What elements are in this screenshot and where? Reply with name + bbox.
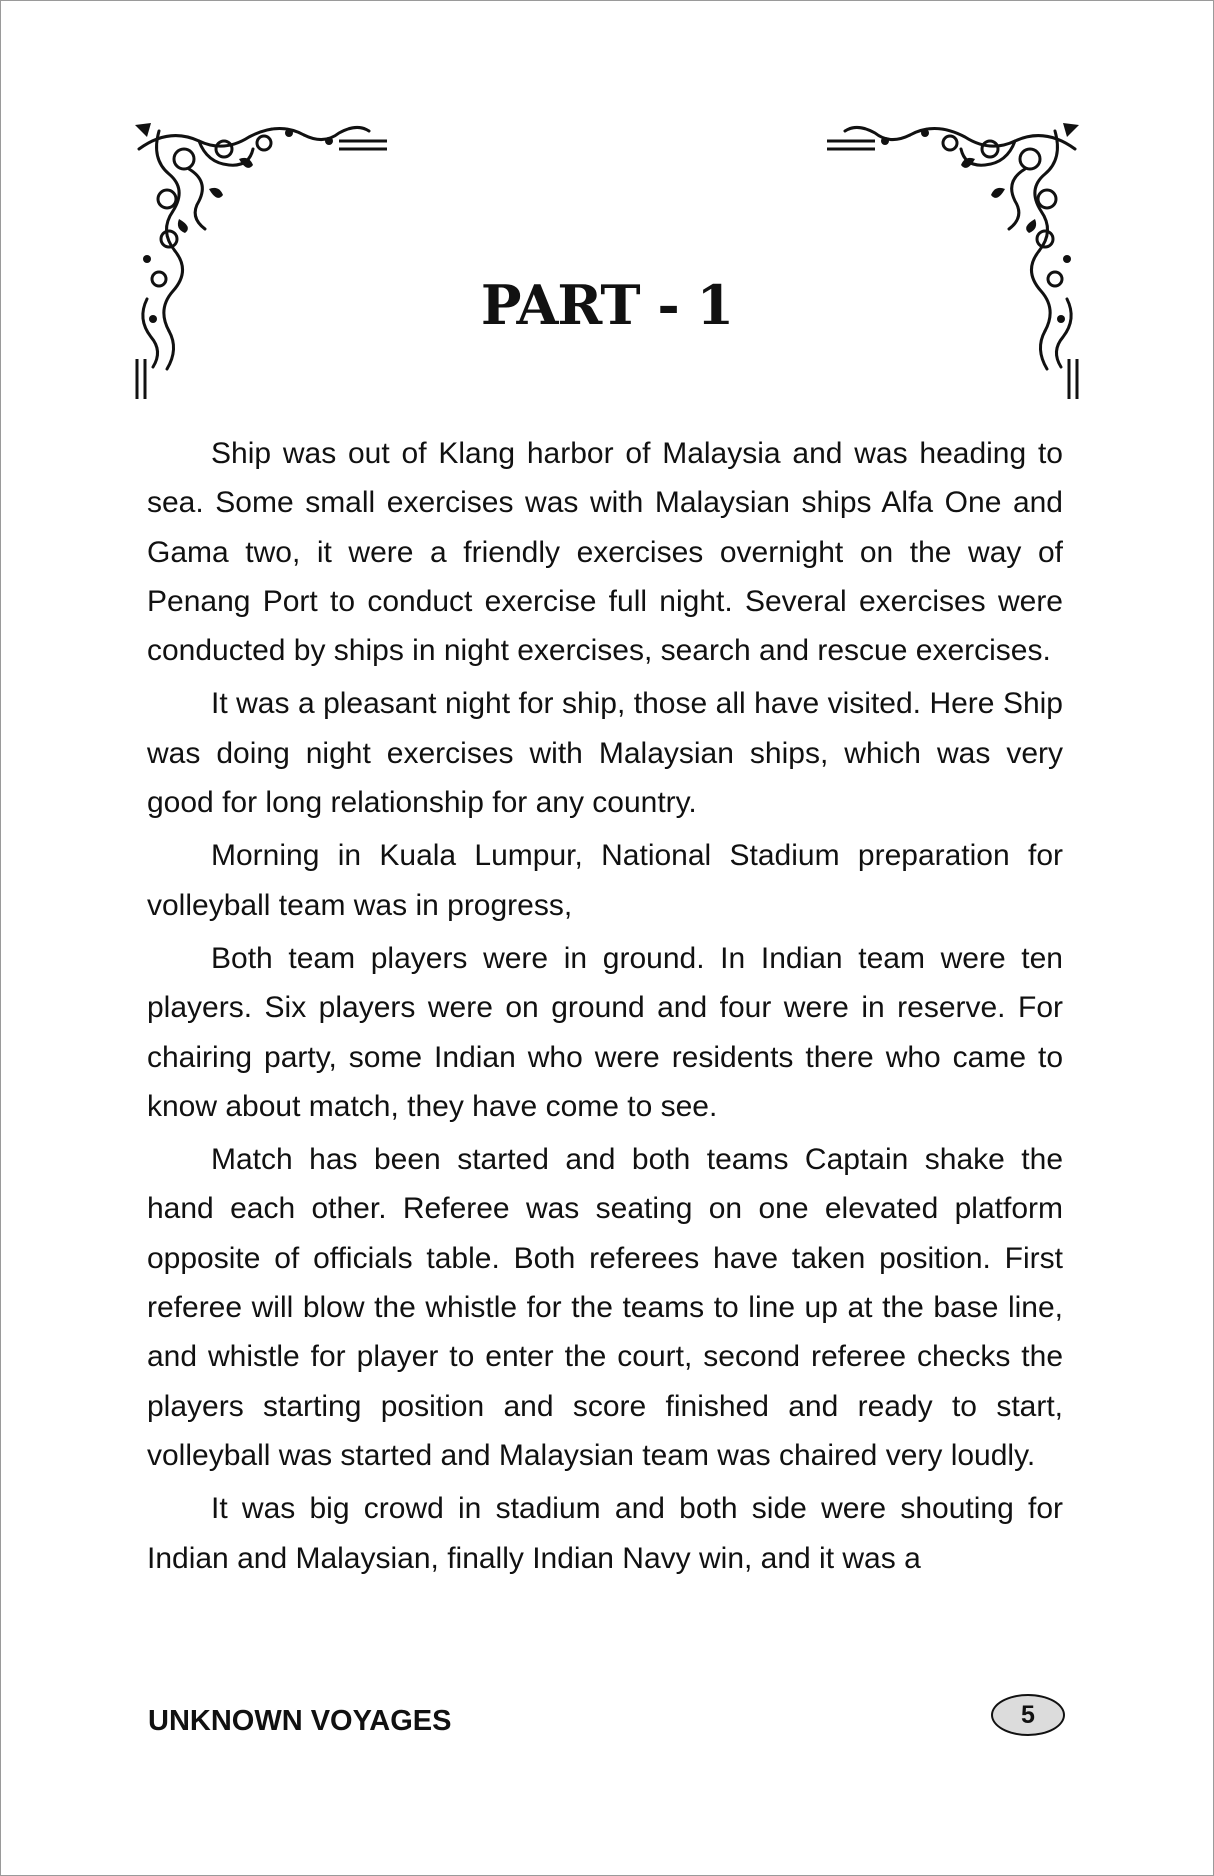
page-number-badge: 5 [991,1694,1065,1736]
body-text [147,429,1063,1587]
paragraph: It was big crowd in stadium and both side were shouting for Indian and Malaysian, finally Indian Navy win, and it was a [147,1492,1063,1575]
corner-flourish-icon [825,119,1085,399]
chapter-title: PART - 1 [480,273,734,337]
paragraph: Morning in Kuala Lumpur, National Stadium preparation for volleyball team was in progress, [147,839,1063,922]
paragraph: Match has been started and both teams Captain shake the hand each other. Referee was seating on one elevated platform opposite of officials table. Both referees have taken position. First referee will blow the whistle for the teams to line up at the base line, and whistle for player to enter the court, second referee checks the players starting position and score finished and ready to start, volleyball was started and Malaysian team was chaired very loudly. [147,1143,1063,1472]
running-footer-title: UNKNOWN VOYAGES [148,1705,452,1737]
paragraph: Both team players were in ground. In Indian team were ten players. Six players were on ground and four were in reserve. For chairing party, some Indian who were residents there who came to know about match, they have come to see. [147,941,1063,1123]
paragraph: Ship was out of Klang harbor of Malaysia and was heading to sea. Some small exercises was with Malaysian ships Alfa One and Gama two, it were a friendly exercises overnight on the way of Penang Port to conduct exercise full night. Several exercises were conducted by ships in night exercises, search and rescue exercises. [147,437,1063,668]
paragraph: It was a pleasant night for ship, those all have visited. Here Ship was doing night exercises with Malaysian ships, which was very good for long relationship for any country. [147,687,1063,820]
corner-flourish-icon [129,119,389,399]
